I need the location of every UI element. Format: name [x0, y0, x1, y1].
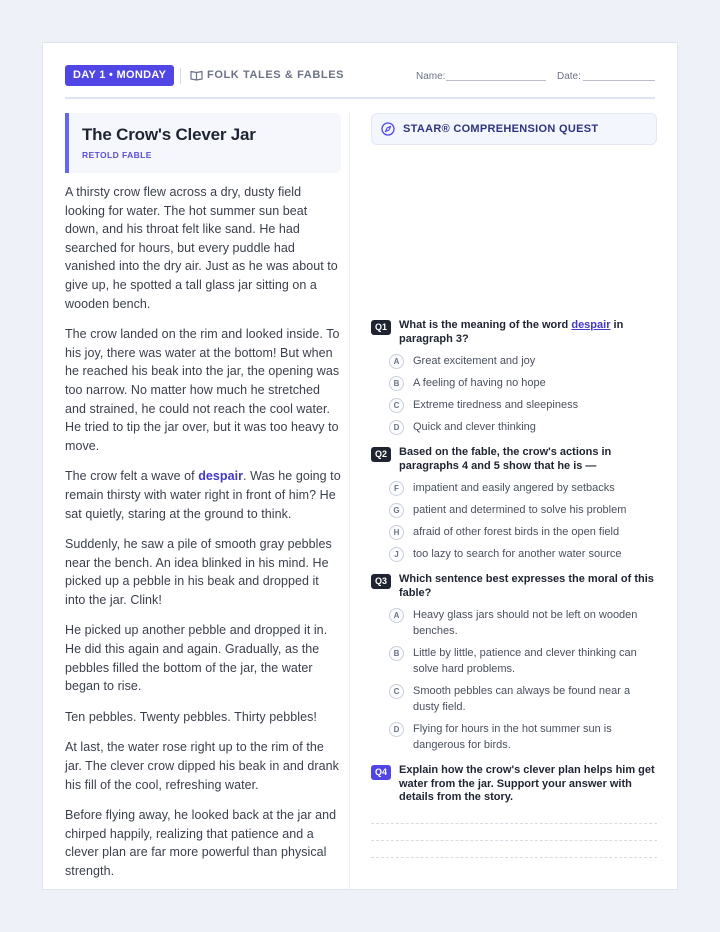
series-text: FOLK TALES & FABLES — [207, 69, 345, 81]
answer-option-a[interactable] — [389, 608, 657, 639]
option-text: A feeling of having no hope — [413, 377, 546, 389]
compass-icon — [381, 122, 395, 136]
answer-option-j[interactable] — [389, 547, 657, 562]
option-text: Little by little, patience and clever thinking can solve hard problems. — [413, 647, 637, 675]
answer-option-d[interactable] — [389, 420, 657, 435]
question-text: Based on the fable, the crow's actions in paragraphs 4 and 5 show that he is — — [399, 446, 612, 472]
story-paragraph-5: He picked up another pebble and dropped it in. He did this again and again. Gradually, as the pebbles filled the bottom of the jar, the water began to rise. — [65, 623, 328, 694]
option-bubble[interactable]: C — [389, 398, 404, 413]
option-text: impatient and easily angered by setbacks — [413, 482, 615, 494]
answer-options — [389, 608, 657, 753]
worksheet-header — [65, 65, 655, 99]
question-list — [371, 319, 657, 885]
option-bubble[interactable]: C — [389, 684, 404, 699]
story-title: The Crow's Clever Jar — [82, 125, 256, 144]
series-label — [190, 69, 344, 81]
option-bubble[interactable]: G — [389, 503, 404, 518]
answer-option-c[interactable] — [389, 398, 657, 413]
paragraph-3-after: . Was he going to remain thirsty with water right in front of him? He sat quietly, staring at the ground to think. — [65, 469, 341, 521]
question-text-before: What is the meaning of the word — [399, 319, 572, 331]
option-text: Flying for hours in the hot summer sun is dangerous for birds. — [413, 723, 612, 751]
quest-banner — [371, 113, 657, 145]
question-number: Q4 — [371, 765, 391, 780]
answer-option-d[interactable] — [389, 722, 657, 753]
name-field[interactable] — [416, 71, 546, 82]
worksheet — [42, 42, 678, 890]
option-bubble[interactable]: D — [389, 420, 404, 435]
story-paragraph-7: At last, the water rose right up to the rim of the jar. The clever crow dipped his beak in and drank his fill of the cool, refreshing water. — [65, 740, 339, 792]
paragraph-3-before: The crow felt a wave of — [65, 469, 199, 484]
answer-option-g[interactable] — [389, 503, 657, 518]
option-text: Extreme tiredness and sleepiness — [413, 399, 579, 411]
answer-line[interactable] — [371, 857, 657, 874]
option-bubble[interactable]: A — [389, 608, 404, 623]
date-label: Date: — [557, 71, 581, 82]
answer-option-b[interactable] — [389, 646, 657, 677]
option-bubble[interactable]: A — [389, 354, 404, 369]
question-2 — [371, 446, 657, 562]
quest-banner-text: STAAR® COMPREHENSION QUEST — [403, 123, 599, 135]
answer-options — [389, 481, 657, 562]
story-paragraph-4: Suddenly, he saw a pile of smooth gray pebbles near the bench. An idea blinked in his mind. He picked up a pebble in his beak and dropped it into the jar. Clink! — [65, 537, 332, 607]
story-paragraph-6: Ten pebbles. Twenty pebbles. Thirty pebbles! — [65, 709, 317, 724]
date-field[interactable] — [557, 71, 655, 82]
vocab-word-despair: despair — [198, 469, 244, 484]
story-paragraph-8: Before flying away, he looked back at the jar and chirped happily, realizing that patience and a clever plan are far more powerful than physical strength. — [65, 808, 337, 878]
answer-option-c[interactable] — [389, 684, 657, 715]
option-bubble[interactable]: J — [389, 547, 404, 562]
story-text — [65, 183, 341, 881]
answer-option-f[interactable] — [389, 481, 657, 496]
story-paragraph-1: A thirsty crow flew across a dry, dusty field looking for water. The hot summer sun beat down, and his throat felt like sand. He had searched for hours, but every puddle had vanished into the dry air. Just as he was about to give up, he spotted a tall glass jar sitting on a wooden bench. — [65, 185, 338, 311]
question-number: Q1 — [371, 320, 391, 335]
written-answer-area[interactable] — [371, 823, 657, 874]
open-book-icon — [190, 70, 203, 81]
header-divider — [180, 68, 181, 84]
option-text: Smooth pebbles can always be found near a dusty field. — [413, 685, 631, 713]
question-text — [399, 319, 657, 346]
answer-line[interactable] — [371, 840, 657, 857]
question-text-after: in paragraph 3? — [399, 319, 624, 345]
answer-options — [389, 354, 657, 435]
story-column — [65, 113, 341, 893]
name-line[interactable] — [446, 80, 546, 81]
name-label: Name: — [416, 71, 446, 82]
option-bubble[interactable]: B — [389, 646, 404, 661]
option-bubble[interactable]: F — [389, 481, 404, 496]
question-number: Q3 — [371, 574, 391, 589]
question-text: Which sentence best expresses the moral of this fable? — [399, 573, 654, 599]
answer-line[interactable] — [371, 823, 657, 840]
column-divider — [349, 113, 350, 889]
question-number: Q2 — [371, 447, 391, 462]
questions-column — [371, 113, 657, 803]
vocab-link-despair[interactable]: despair — [571, 319, 611, 331]
date-line[interactable] — [583, 80, 655, 81]
option-bubble[interactable]: B — [389, 376, 404, 391]
answer-option-a[interactable] — [389, 354, 657, 369]
answer-option-h[interactable] — [389, 525, 657, 540]
question-text: Explain how the crow's clever plan helps him get water from the jar. Support your answer with details from the story. — [399, 764, 655, 803]
story-paragraph-3 — [65, 467, 341, 523]
option-text: afraid of other forest birds in the open field — [413, 526, 620, 538]
option-text: patient and determined to solve his problem — [413, 504, 627, 516]
story-title-card — [65, 113, 341, 173]
option-text: too lazy to search for another water source — [413, 548, 622, 560]
option-text: Heavy glass jars should not be left on wooden benches. — [413, 609, 638, 637]
option-bubble[interactable]: H — [389, 525, 404, 540]
question-4 — [371, 764, 657, 874]
story-subtitle: RETOLD FABLE — [82, 150, 152, 160]
story-paragraph-2: The crow landed on the rim and looked inside. To his joy, there was water at the bottom! But when he reached his beak into the jar, the opening was too narrow. No matter how much he stretched and strained, he could not reach the cool water. He tried to tip the jar over, but it was too heavy to move. — [65, 327, 340, 453]
question-3 — [371, 573, 657, 753]
day-badge: DAY 1 • MONDAY — [65, 65, 174, 86]
question-1 — [371, 319, 657, 435]
option-text: Great excitement and joy — [413, 355, 536, 367]
answer-option-b[interactable] — [389, 376, 657, 391]
option-bubble[interactable]: D — [389, 722, 404, 737]
option-text: Quick and clever thinking — [413, 421, 536, 433]
